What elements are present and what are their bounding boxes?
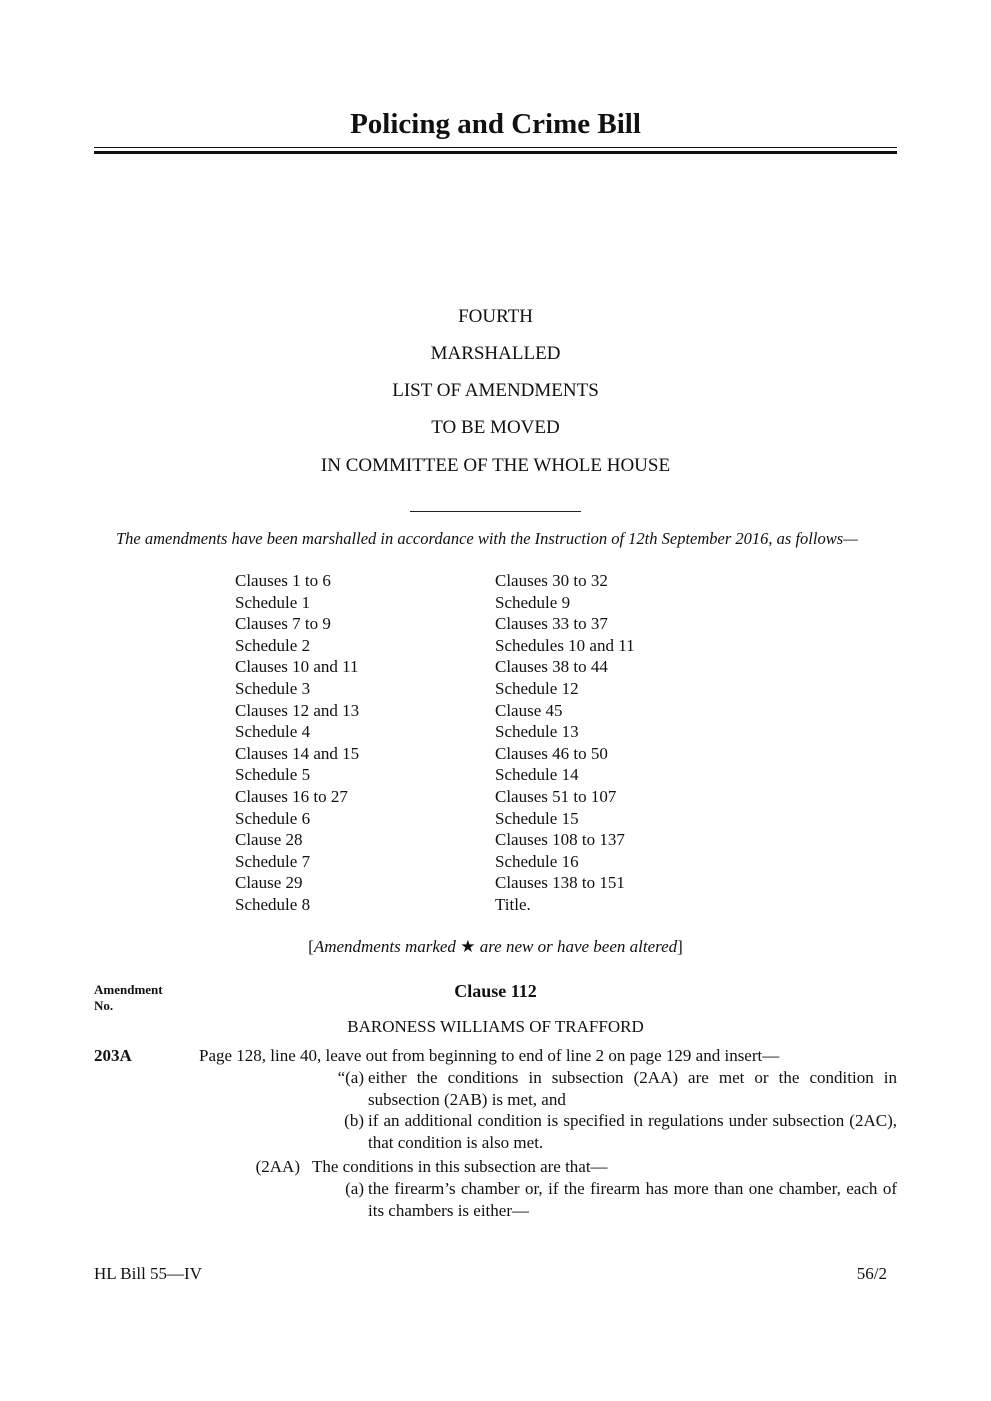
star-icon: ★	[460, 937, 476, 956]
order-list-left	[235, 570, 359, 916]
order-item: Schedule 3	[235, 678, 311, 698]
item-label: (a)	[345, 1179, 364, 1198]
order-item: Clauses 10 and 11	[235, 657, 359, 677]
order-item: Schedule 8	[235, 894, 311, 914]
order-item: Clause 28	[235, 830, 303, 850]
order-list-right	[495, 570, 635, 916]
order-item: Clauses 33 to 37	[495, 614, 608, 634]
item-text: if an additional condition is specified in regulations under subsection (2AC), that condition is also met.	[368, 1111, 897, 1152]
heading-line-2: MARSHALLED	[430, 343, 561, 364]
page-reference: 56/2	[856, 1264, 887, 1283]
order-item: Schedule 9	[495, 592, 571, 612]
order-item: Clauses 46 to 50	[495, 743, 608, 763]
order-item: Schedules 10 and 11	[495, 635, 635, 655]
order-item: Title.	[495, 894, 531, 914]
item-label: (b)	[344, 1111, 364, 1130]
order-item: Schedule 6	[235, 808, 311, 828]
order-item: Schedule 13	[495, 722, 579, 742]
heading-line-5: IN COMMITTEE OF THE WHOLE HOUSE	[320, 455, 671, 476]
heading-line-4: TO BE MOVED	[431, 417, 560, 438]
title-rule-thick	[94, 151, 897, 154]
order-item: Clauses 1 to 6	[235, 571, 331, 590]
order-item: Schedule 2	[235, 635, 311, 655]
heading-line-1: FOURTH	[458, 306, 533, 327]
altered-amendments-note: [Amendments marked ★ are new or have been altered]	[308, 937, 683, 956]
order-item: Clause 29	[235, 873, 303, 893]
order-item: Clauses 30 to 32	[495, 571, 608, 590]
section-divider	[410, 511, 581, 512]
clause-heading: Clause 112	[454, 981, 537, 1001]
bill-reference: HL Bill 55—IV	[94, 1264, 202, 1283]
amendment-mover: BARONESS WILLIAMS OF TRAFFORD	[347, 1017, 644, 1036]
order-item: Clauses 108 to 137	[495, 830, 625, 850]
order-item: Schedule 5	[235, 765, 311, 785]
order-item: Clauses 38 to 44	[495, 657, 608, 677]
order-item: Clauses 12 and 13	[235, 700, 360, 720]
item-text: either the conditions in subsection (2AA) are met or the condition in subsection (2AB) is met, and	[368, 1068, 897, 1109]
order-item: Schedule 16	[495, 851, 579, 871]
subsection-text: The conditions in this subsection are that—	[312, 1157, 608, 1176]
order-item: Clauses 14 and 15	[235, 743, 360, 763]
item-text: the firearm’s chamber or, if the firearm has more than one chamber, each of its chambers is either—	[368, 1179, 897, 1220]
order-item: Schedule 15	[495, 808, 579, 828]
order-item: Schedule 14	[495, 765, 579, 785]
order-item: Clauses 138 to 151	[495, 873, 625, 893]
amendment-id: 203A	[94, 1046, 132, 1065]
amendment-instruction: Page 128, line 40, leave out from beginning to end of line 2 on page 129 and insert—	[199, 1046, 780, 1065]
amendment-number-label: Amendment No.	[94, 982, 163, 1013]
marshalling-intro: The amendments have been marshalled in accordance with the Instruction of 12th September 2016, as follows—	[116, 529, 858, 548]
order-item: Clauses 7 to 9	[235, 614, 331, 634]
item-label: “(a)	[337, 1068, 364, 1087]
order-item: Clause 45	[495, 700, 563, 720]
subsection-label: (2AA)	[255, 1157, 300, 1176]
bill-title: Policing and Crime Bill	[350, 108, 641, 140]
order-item: Clauses 51 to 107	[495, 786, 617, 806]
heading-line-3: LIST OF AMENDMENTS	[392, 380, 599, 401]
order-item: Schedule 12	[495, 678, 579, 698]
title-rule-thin	[94, 147, 897, 148]
order-item: Schedule 1	[235, 592, 311, 612]
order-item: Schedule 4	[235, 722, 311, 742]
order-item: Clauses 16 to 27	[235, 786, 348, 806]
order-item: Schedule 7	[235, 851, 311, 871]
